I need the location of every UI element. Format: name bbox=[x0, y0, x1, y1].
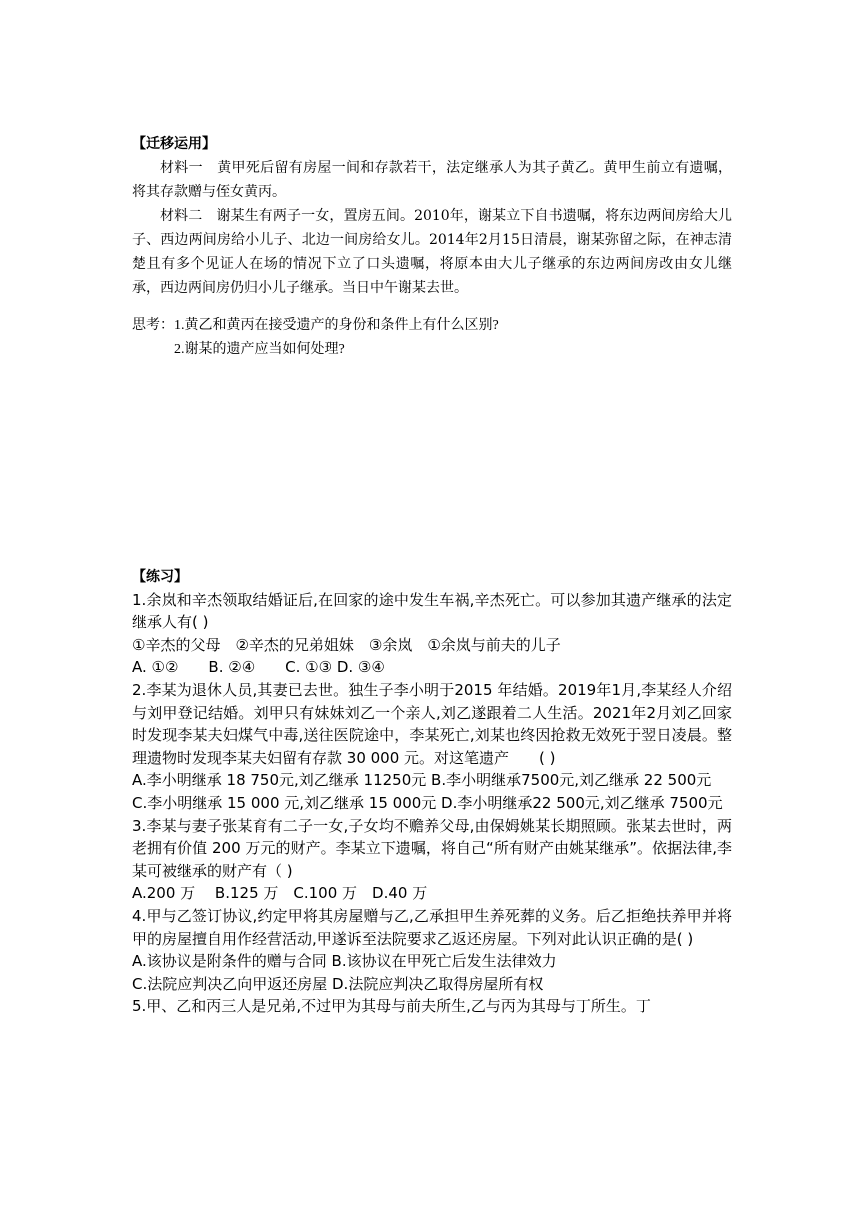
transfer-section bbox=[132, 132, 732, 362]
material-one: 材料一 黄甲死后留有房屋一间和存款若干，法定继承人为其子黄乙。黄甲生前立有遗嘱，将其存款赠与侄女黄丙。 bbox=[132, 160, 732, 200]
question-4-options-ab: A.该协议是附条件的赠与合同 B.该协议在甲死亡后发生法律效力 bbox=[132, 952, 557, 971]
transfer-heading: 【迁移运用】 bbox=[132, 136, 216, 152]
question-2-options-ab: A.李小明继承 18 750元,刘乙继承 11250元 B.李小明继承7500元,刘乙继承 22 500元 bbox=[132, 771, 712, 790]
question-4-options-cd: C.法院应判决乙向甲返还房屋 D.法院应判决乙取得房屋所有权 bbox=[132, 974, 544, 993]
practice-heading: 【练习】 bbox=[132, 569, 188, 585]
question-3: 3.李某与妻子张某育有二子一女,子女均不赡养父母,由保姆姚某长期照顾。张某去世时，两老拥有价值 200 万元的财产。李某立下遗嘱，将自己“所有财产由姚某继承”。依据法律,李某可被继承的财产有（ ) bbox=[132, 816, 732, 880]
question-5: 5.甲、乙和丙三人是兄弟,不过甲为其母与前夫所生,乙与丙为其母与丁所生。丁 bbox=[132, 997, 651, 1016]
question-1: 1.余岚和辛杰领取结婚证后,在回家的途中发生车祸,辛杰死亡。可以参加其遗产继承的法定继承人有( ) bbox=[132, 590, 732, 632]
think-question-1: 思考：1.黄乙和黄丙在接受遗产的身份和条件上有什么区别? bbox=[132, 318, 499, 333]
question-1-items: ①辛杰的父母 ②辛杰的兄弟姐妹 ③余岚 ①余岚与前夫的儿子 bbox=[132, 635, 561, 654]
question-2: 2.李某为退休人员,其妻已去世。独生子李小明于2015 年结婚。2019年1月,李某经人介绍与刘甲登记结婚。刘甲只有妹妹刘乙一个亲人,刘乙遂跟着二人生活。2021年2月刘乙回家时发现李某夫妇煤气中毒,送往医院途中，李某死亡,刘某也终因抢救无效死于翌日凌晨。整理遗物时发现李某夫妇留有存款 30 000 元。对这笔遗产 ( ) bbox=[132, 680, 732, 767]
question-4: 4.甲与乙签订协议,约定甲将其房屋赠与乙,乙承担甲生养死葬的义务。后乙拒绝扶养甲并将甲的房屋擅自用作经营活动,甲遂诉至法院要求乙返还房屋。下列对此认识正确的是( ) bbox=[132, 906, 732, 948]
think-question-2: 2.谢某的遗产应当如何处理? bbox=[174, 342, 345, 357]
material-two: 材料二 谢某生有两子一女，置房五间。2010年，谢某立下自书遗嘱，将东边两间房给大儿子、西边两间房给小儿子、北边一间房给女儿。2014年2月15日清晨，谢某弥留之际，在神志清楚且有多个见证人在场的情况下立了口头遗嘱，将原本由大儿子继承的东边两间房改由女儿继承，西边两间房仍归小儿子继承。当日中午谢某去世。 bbox=[132, 208, 732, 296]
question-2-options-cd: C.李小明继承 15 000 元,刘乙继承 15 000元 D.李小明继承22 500元,刘乙继承 7500元 bbox=[132, 793, 723, 812]
question-3-options: A.200 万 B.125 万 C.100 万 D.40 万 bbox=[132, 884, 428, 903]
question-1-options: A. ①② B. ②④ C. ①③ D. ③④ bbox=[132, 658, 385, 677]
practice-section bbox=[132, 566, 732, 1018]
